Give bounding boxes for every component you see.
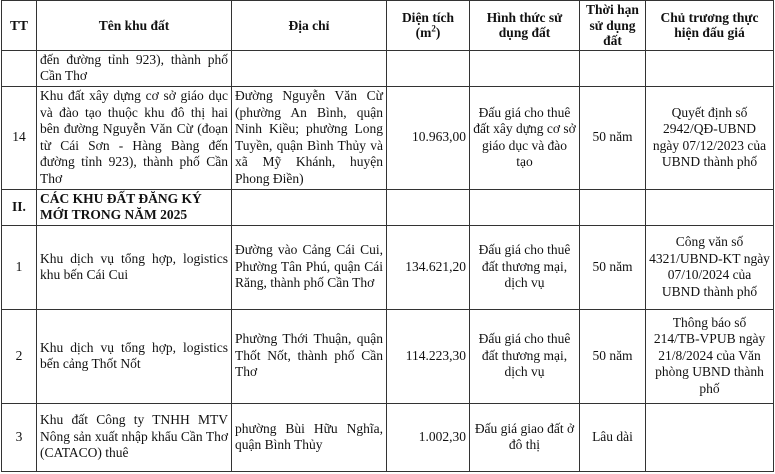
table-row (2, 309, 774, 403)
cell-term (580, 50, 646, 86)
cell-name: Khu đất Công ty TNHH MTV Nông sản xuất nhập khẩu Cần Thơ (CATACO) thuê (37, 403, 232, 471)
cell-name: Khu dịch vụ tổng hợp, logistics khu bến Cái Cui (37, 225, 232, 309)
table-row (2, 86, 774, 189)
cell-policy (646, 403, 774, 471)
cell-tt: 2 (2, 309, 37, 403)
cell-area: 1.002,30 (387, 403, 470, 471)
section-row (2, 189, 774, 225)
cell-address: Đường vào Cảng Cái Cui, Phường Tân Phú, quận Cái Răng, thành phố Cần Thơ (232, 225, 387, 309)
cell-area: 114.223,30 (387, 309, 470, 403)
header-address: Địa chỉ (232, 1, 387, 51)
cell-address (232, 50, 387, 86)
cell-form: Đấu giá cho thuê đất thương mại, dịch vụ (470, 309, 580, 403)
header-tt: TT (2, 1, 37, 51)
table-row (2, 225, 774, 309)
cell-tt: 1 (2, 225, 37, 309)
header-name: Tên khu đất (37, 1, 232, 51)
cell-policy: Thông báo số 214/TB-VPUB ngày 21/8/2024 của Văn phòng UBND thành phố (646, 309, 774, 403)
section-empty-cell (470, 189, 580, 225)
cell-name: Khu dịch vụ tổng hợp, logistics bến cảng Thốt Nốt (37, 309, 232, 403)
header-form: Hình thức sử dụng đất (470, 1, 580, 51)
cell-term: 50 năm (580, 86, 646, 189)
header-area-unit: (m (415, 25, 432, 41)
cell-policy (646, 50, 774, 86)
header-area (387, 1, 470, 51)
header-row (2, 1, 774, 51)
cell-address: phường Bùi Hữu Nghĩa, quận Bình Thủy (232, 403, 387, 471)
section-empty-cell (387, 189, 470, 225)
header-area-label: Diện tích (401, 9, 455, 25)
cell-address: Phường Thới Thuận, quận Thốt Nốt, thành phố Cần Thơ (232, 309, 387, 403)
land-auction-table (1, 0, 774, 472)
cell-form: Đấu giá giao đất ở đô thị (470, 403, 580, 471)
header-policy: Chủ trương thực hiện đấu giá (646, 1, 774, 51)
section-empty-cell (646, 189, 774, 225)
cell-form: Đấu giá cho thuê đất thương mại, dịch vụ (470, 225, 580, 309)
section-title: CÁC KHU ĐẤT ĐĂNG KÝ MỚI TRONG NĂM 2025 (37, 189, 232, 225)
header-area-unit-close: ) (435, 25, 441, 41)
cell-form (470, 50, 580, 86)
cell-tt (2, 50, 37, 86)
header-term: Thời hạn sử dụng đất (580, 1, 646, 51)
table-row (2, 403, 774, 471)
cell-term: Lâu dài (580, 403, 646, 471)
cell-name: đến đường tỉnh 923), thành phố Cần Thơ (37, 50, 232, 86)
cell-tt: 3 (2, 403, 37, 471)
table-row (2, 50, 774, 86)
section-number: II. (2, 189, 37, 225)
section-empty-cell (232, 189, 387, 225)
cell-area: 134.621,20 (387, 225, 470, 309)
cell-policy: Công văn số 4321/UBND-KT ngày 07/10/2024 của UBND thành phố (646, 225, 774, 309)
cell-tt: 14 (2, 86, 37, 189)
cell-term: 50 năm (580, 225, 646, 309)
cell-name: Khu đất xây dựng cơ sở giáo dục và đào tạo thuộc khu đô thị hai bên đường Nguyễn Văn Cừ (đoạn từ Cái Sơn - Hàng Bàng đến đường tỉnh 923), thành phố Cần Thơ (37, 86, 232, 189)
cell-policy: Quyết định số 2942/QĐ-UBND ngày 07/12/2023 của UBND thành phố (646, 86, 774, 189)
cell-form: Đấu giá cho thuê đất xây dựng cơ sở giáo dục và đào tạo (470, 86, 580, 189)
cell-address: Đường Nguyễn Văn Cừ (phường An Bình, quận Ninh Kiều; phường Long Tuyền, quận Bình Thủy và xã Mỹ Khánh, huyện Phong Điền) (232, 86, 387, 189)
cell-term: 50 năm (580, 309, 646, 403)
header-area-unit-sup: 2 (431, 23, 436, 34)
cell-area (387, 50, 470, 86)
section-empty-cell (580, 189, 646, 225)
cell-area: 10.963,00 (387, 86, 470, 189)
